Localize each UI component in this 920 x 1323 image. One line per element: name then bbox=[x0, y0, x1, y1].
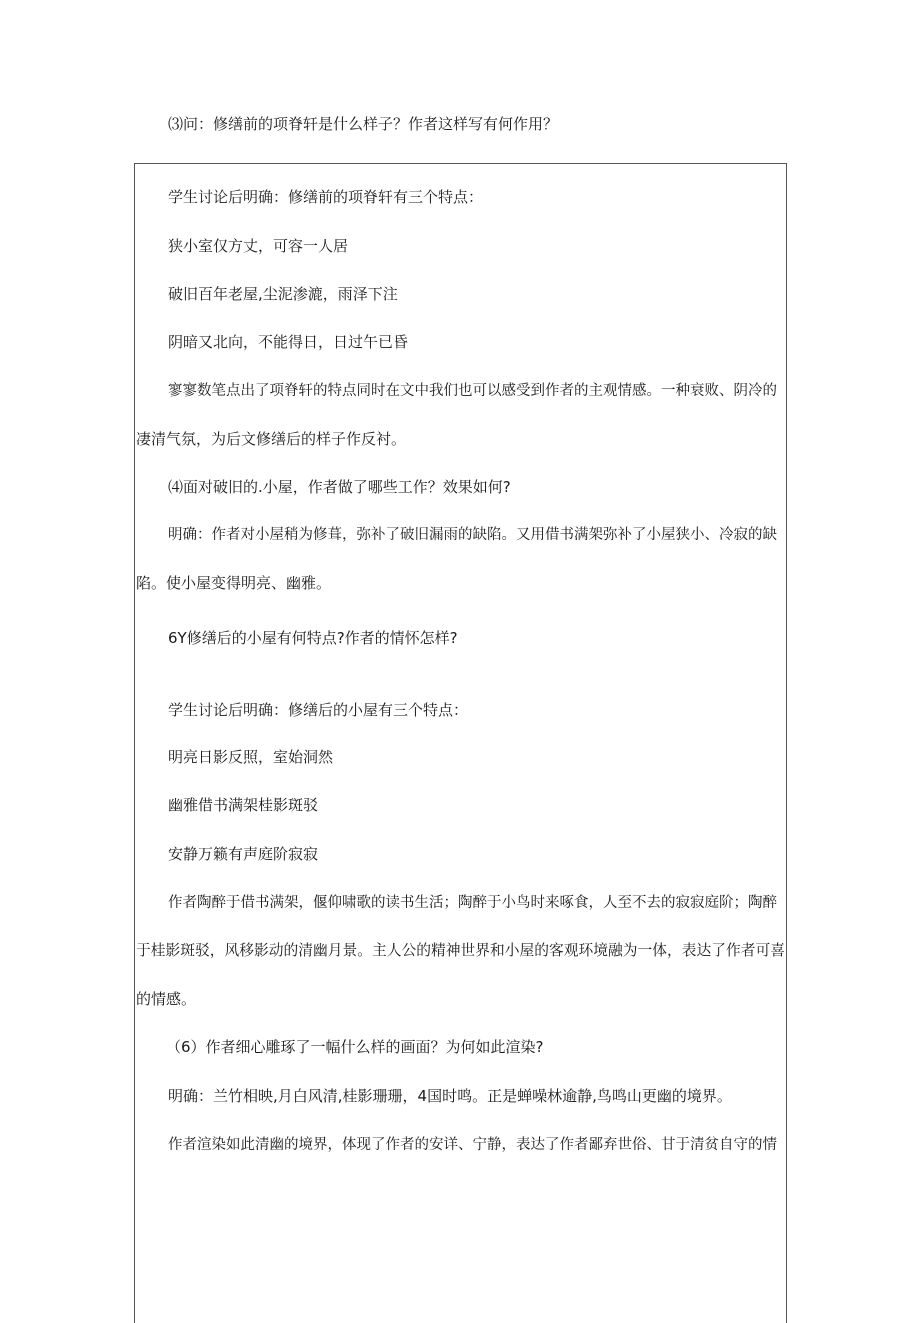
text-line: 凄清气氛，为后文修缮后的样子作反衬。 bbox=[136, 430, 407, 448]
text-line: 学生讨论后明确：修缮前的项脊轩有三个特点： bbox=[168, 188, 484, 206]
text-line: ⑷面对破旧的.小屋，作者做了哪些工作？效果如何? bbox=[168, 478, 511, 496]
text-line: 幽雅借书满架桂影斑驳 bbox=[168, 796, 319, 814]
text-line: 明确：兰竹相映,月白风清,桂影珊珊，4国时鸣。正是蝉噪林逾静,鸟鸣山更幽的境界。 bbox=[168, 1087, 732, 1105]
text-line: 阴暗又北向，不能得日，日过午已昏 bbox=[168, 333, 409, 351]
text-line: 于桂影斑驳，风移影动的清幽月景。主人公的精神世界和小屋的客观环境融为一体，表达了作者可喜 bbox=[136, 942, 785, 959]
text-line: 明亮日影反照，室始洞然 bbox=[168, 748, 334, 766]
text-line: 狭小室仅方丈，可容一人居 bbox=[168, 237, 349, 255]
text-line: 明确：作者对小屋稍为修葺，弥补了破旧漏雨的缺陷。又用借书满架弥补了小屋狭小、冷寂的缺 bbox=[168, 527, 777, 543]
text-line: （6）作者细心雕琢了一幅什么样的画面？为何如此渲染? bbox=[166, 1038, 544, 1056]
text-line: 学生讨论后明确：修缮后的小屋有三个特点： bbox=[168, 701, 469, 719]
text-line: 安静万籁有声庭阶寂寂 bbox=[168, 845, 319, 863]
text-line: 作者陶醉于借书满架，偃仰啸歌的读书生活；陶醉于小鸟时来啄食，人至不去的寂寂庭阶；陶醉 bbox=[168, 895, 777, 911]
text-line: 破旧百年老屋,尘泥渗漉，雨泽下注 bbox=[168, 285, 398, 303]
text-line: 的情感。 bbox=[136, 990, 197, 1008]
text-line: 陷。使小屋变得明亮、幽雅。 bbox=[136, 574, 332, 592]
text-line: 作者渲染如此清幽的境界，体现了作者的安详、宁静，表达了作者鄙弃世俗、甘于清贫自守的情 bbox=[168, 1137, 777, 1153]
text-line: 寥寥数笔点出了项脊轩的特点同时在文中我们也可以感受到作者的主观情感。一种衰败、阴冷的 bbox=[168, 383, 777, 399]
question-3: ⑶问：修缮前的项脊轩是什么样子？作者这样写有何作用？ bbox=[168, 115, 559, 133]
text-line: 6Y修缮后的小屋有何特点?作者的情怀怎样? bbox=[168, 629, 458, 647]
